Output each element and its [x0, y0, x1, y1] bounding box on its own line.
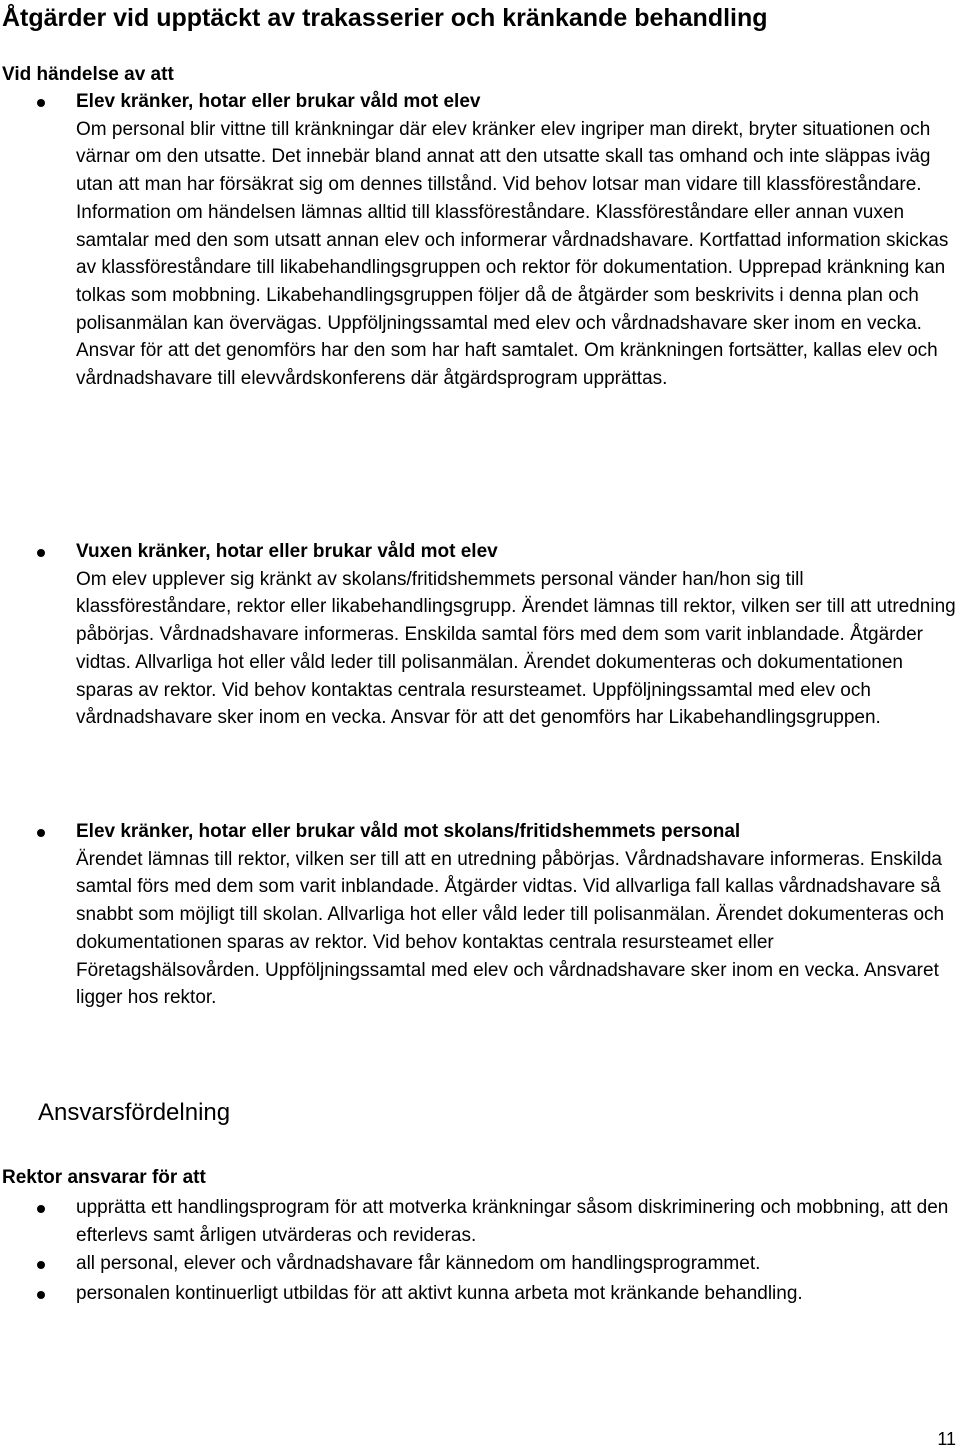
situation-title: Vuxen kränker, hotar eller brukar våld mot elev [76, 541, 498, 562]
situation-title: Elev kränker, hotar eller brukar våld mot skolans/fritidshemmets personal [76, 821, 741, 842]
page-number: 11 [937, 1429, 956, 1449]
responsibility-heading: Rektor ansvarar för att [2, 1167, 206, 1188]
situation-elev-mot-personal [76, 818, 960, 1012]
bullet-icon [37, 1261, 45, 1269]
responsibility-item [76, 1250, 960, 1278]
responsibility-item-text: all personal, elever och vårdnadshavare får kännedom om handlingsprogrammet. [76, 1253, 761, 1274]
bullet-icon [37, 549, 45, 557]
situation-title: Elev kränker, hotar eller brukar våld mot elev [76, 91, 481, 112]
page-title: Åtgärder vid upptäckt av trakasserier och kränkande behandling [2, 4, 768, 32]
bullet-icon [37, 1291, 45, 1299]
intro-heading: Vid händelse av att [2, 64, 174, 85]
responsibility-item [76, 1280, 960, 1308]
bullet-icon [37, 829, 45, 837]
section-title-ansvarsfordelning: Ansvarsfördelning [38, 1099, 231, 1126]
responsibility-item-text: personalen kontinuerligt utbildas för att aktivt kunna arbeta mot kränkande behandling. [76, 1283, 803, 1304]
situation-text: Ärendet lämnas till rektor, vilken ser till att en utredning påbörjas. Vårdnadshavare informeras. Enskilda samtal förs med dem som varit inblandade. Åtgärder vidtas. Vid allvarliga fall kallas vårdnadshavare så snabbt som möjligt till skolan. Allvarliga hot eller våld leder till polisanmälan. Ärendet dokumenteras och dokumentationen sparas av rektor. Vid behov kontaktas centrala resursteamet eller Företagshälsovården. Uppföljningssamtal med elev och vårdnadshavare sker inom en vecka. Ansvaret ligger hos rektor. [76, 848, 945, 1009]
bullet-icon [37, 99, 45, 107]
situation-text: Om personal blir vittne till kränkningar där elev kränker elev ingriper man direkt, bryter situationen och värnar om den utsatte. Det innebär bland annat att den utsatte skall tas omhand och inte släppas iväg utan att man har försäkrat sig om dennes tillstånd. Vid behov lotsar man vidare till klassföreståndare. Information om händelsen lämnas alltid till klassföreståndare. Klassföreståndare eller annan vuxen samtalar med den som utsatt annan elev och informerar vårdnadshavare. Kortfattad information skickas av klassföreståndare till likabehandlingsgruppen och rektor för dokumentation. Upprepad kränkning kan tolkas som mobbning. Likabehandlingsgruppen följer då de åtgärder som beskrivits i denna plan och polisanmälan kan övervägas. Uppföljningssamtal med elev och vårdnadshavare sker inom en vecka. Ansvar för att det genomförs har den som har haft samtalet. Om kränkningen fortsätter, kallas elev och vårdnadshavare till elevvårdskonferens där åtgärdsprogram upprättas. [76, 118, 949, 390]
bullet-icon [37, 1205, 45, 1213]
situation-elev-mot-elev [76, 88, 960, 393]
situation-vuxen-mot-elev [76, 538, 960, 732]
responsibility-item [76, 1194, 960, 1249]
responsibility-item-text: upprätta ett handlingsprogram för att motverka kränkningar såsom diskriminering och mobbning, att den efterlevs samt årligen utvärderas och revideras. [76, 1197, 949, 1246]
situation-text: Om elev upplever sig kränkt av skolans/fritidshemmets personal vänder han/hon sig till klassföreståndare, rektor eller likabehandlingsgrupp. Ärendet lämnas till rektor, vilken ser till att utredning påbörjas. Vårdnadshavare informeras. Enskilda samtal förs med dem som varit inblandade. Åtgärder vidtas. Allvarliga hot eller våld leder till polisanmälan. Ärendet dokumenteras och dokumentationen sparas av rektor. Vid behov kontaktas centrala resursteamet. Uppföljningssamtal med elev och vårdnadshavare sker inom en vecka. Ansvar för att det genomförs har Likabehandlingsgruppen. [76, 568, 956, 729]
